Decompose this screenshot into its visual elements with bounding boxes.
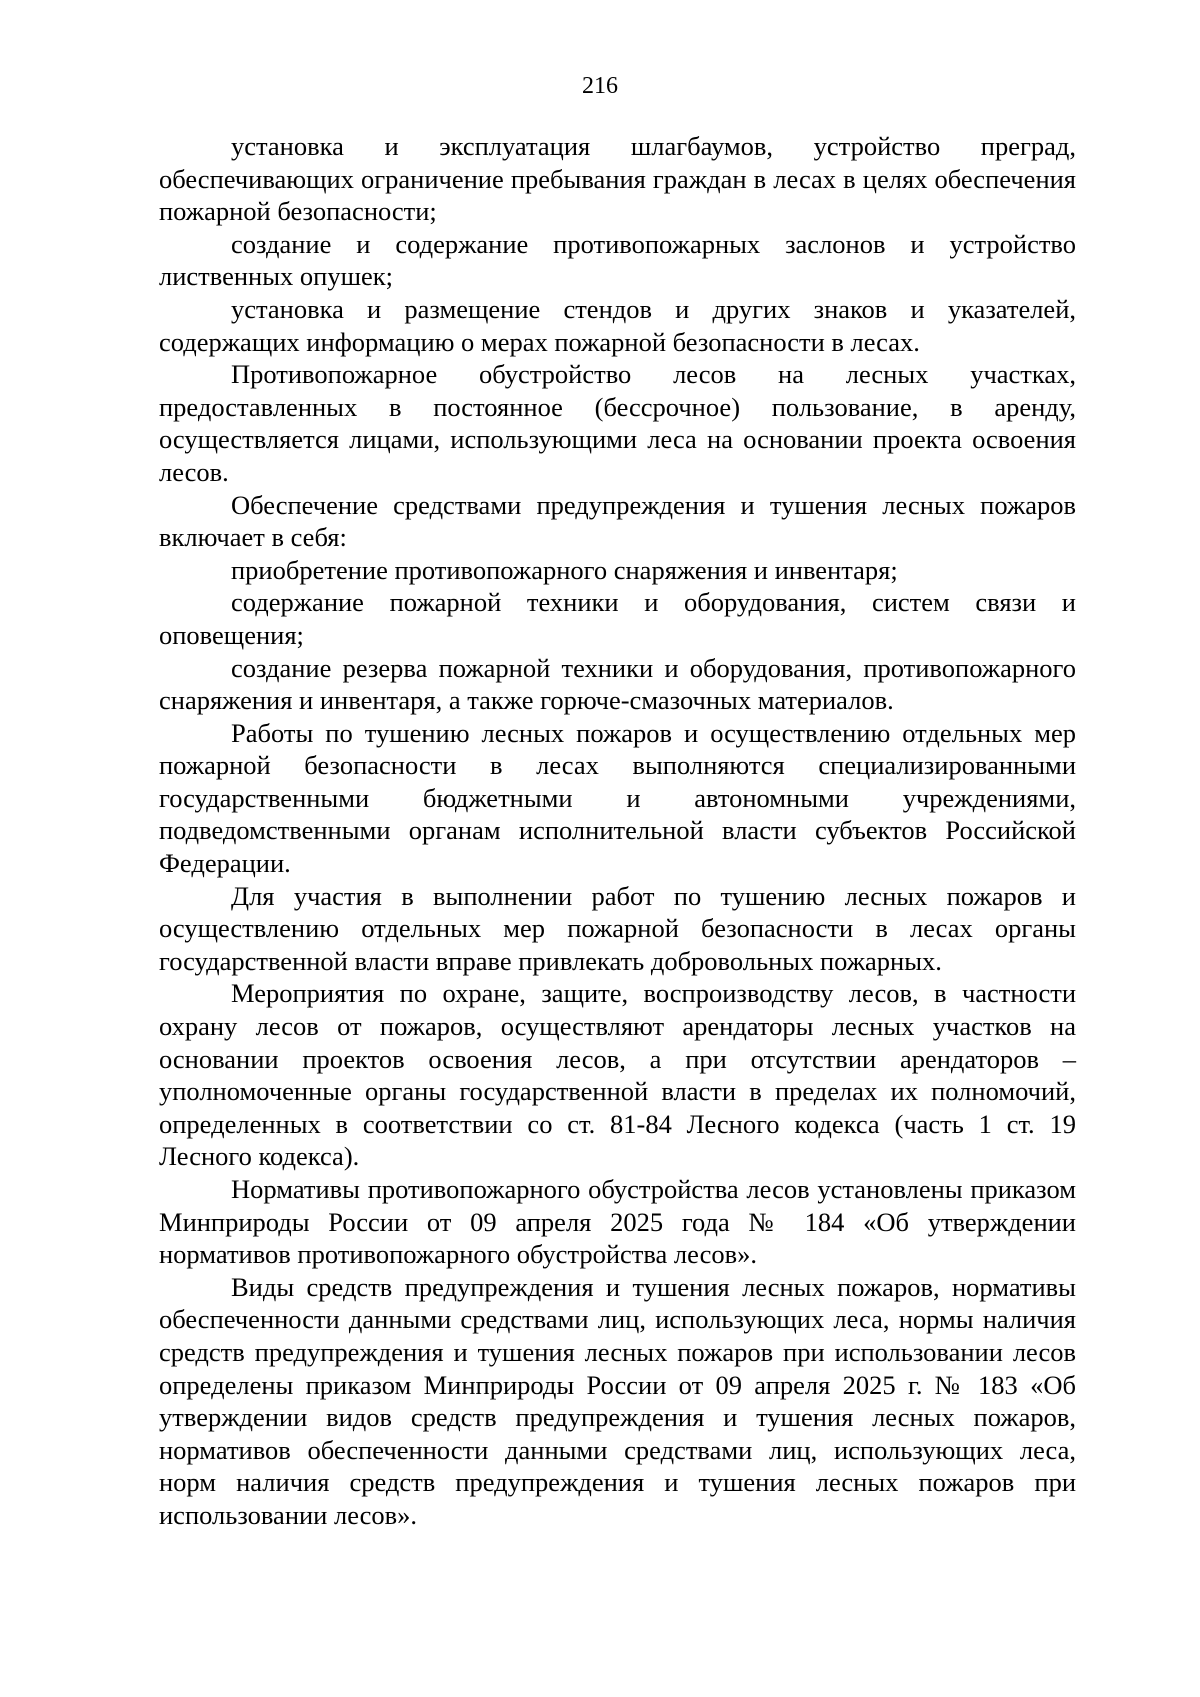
paragraph: установка и размещение стендов и других знаков и указателей, содержащих информацию о мерах пожарной безопасности в лесах. xyxy=(159,293,1076,357)
document-body xyxy=(159,130,1076,1532)
paragraph: Нормативы противопожарного обустройства лесов установлены приказом Минприроды России от 09 апреля 2025 года № 184 «Об утверждении нормативов противопожарного обустройства лесов». xyxy=(159,1174,1076,1270)
paragraph: Виды средств предупреждения и тушения лесных пожаров, нормативы обеспеченности данными средствами лиц, использующих леса, нормы наличия средств предупреждения и тушения лесных пожаров при использовании лесов определены приказом Минприроды России от 09 апреля 2025 г. № 183 «Об утверждении видов средств предупреждения и тушения лесных пожаров, нормативов обеспеченности данными средствами лиц, использующих леса, норм наличия средств предупреждения и тушения лесных пожаров при использовании лесов». xyxy=(159,1271,1076,1530)
paragraph: Обеспечение средствами предупреждения и тушения лесных пожаров включает в себя: xyxy=(159,489,1076,553)
paragraph: Противопожарное обустройство лесов на лесных участках, предоставленных в постоянное (бессрочное) пользование, в аренду, осуществляется лицами, использующими леса на основании проекта освоения лесов. xyxy=(159,359,1076,487)
paragraph: Для участия в выполнении работ по тушению лесных пожаров и осуществлению отдельных мер пожарной безопасности в лесах органы государственной власти вправе привлекать добровольных пожарных. xyxy=(159,880,1076,976)
paragraph: Работы по тушению лесных пожаров и осуществлению отдельных мер пожарной безопасности в лесах выполняются специализированными государственными бюджетными и автономными учреждениями, подведомственными органам исполнительной власти субъектов Российской Федерации. xyxy=(159,717,1076,879)
paragraph: приобретение противопожарного снаряжения и инвентаря; xyxy=(231,554,898,585)
paragraph: создание резерва пожарной техники и оборудования, противопожарного снаряжения и инвентаря, а также горюче-смазочных материалов. xyxy=(159,652,1076,716)
paragraph: Мероприятия по охране, защите, воспроизводству лесов, в частности охрану лесов от пожаров, осуществляют арендаторы лесных участков на основании проектов освоения лесов, а при отсутствии арендаторов – уполномоченные органы государственной власти в пределах их полномочий, определенных в соответствии со ст. 81-84 Лесного кодекса (часть 1 ст. 19 Лесного кодекса). xyxy=(159,978,1076,1172)
paragraph: создание и содержание противопожарных заслонов и устройство лиственных опушек; xyxy=(159,228,1076,292)
paragraph: установка и эксплуатация шлагбаумов, устройство преград, обеспечивающих ограничение пребывания граждан в лесах в целях обеспечения пожарной безопасности; xyxy=(159,131,1076,227)
paragraph: содержание пожарной техники и оборудования, систем связи и оповещения; xyxy=(159,587,1076,650)
page-number: 216 xyxy=(582,73,618,99)
